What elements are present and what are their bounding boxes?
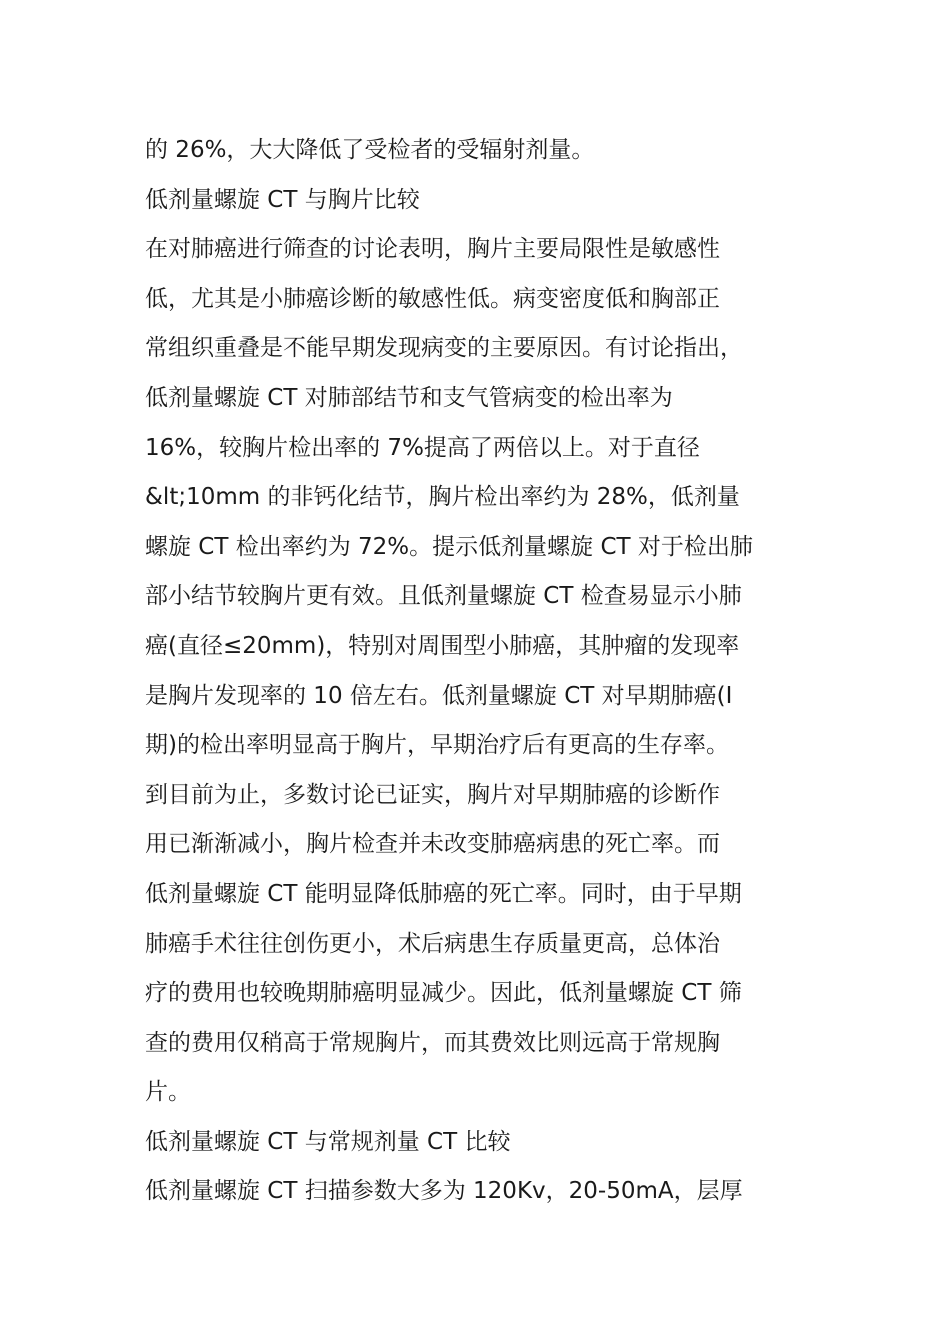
text-line: 低剂量螺旋 CT 对肺部结节和支气管病变的检出率为: [145, 384, 673, 411]
text-line: 低剂量螺旋 CT 扫描参数大多为 120Kv，20-50mA，层厚: [145, 1178, 743, 1205]
text-line: 常组织重叠是不能早期发现病变的主要原因。有讨论指出，: [145, 335, 743, 362]
text-line: 是胸片发现率的 10 倍左右。低剂量螺旋 CT 对早期肺癌(I: [145, 682, 733, 709]
text-line: 部小结节较胸片更有效。且低剂量螺旋 CT 检查易显示小肺: [145, 583, 742, 610]
body-text: [145, 126, 810, 1217]
text-line: 用已渐渐减小，胸片检查并未改变肺癌病患的死亡率。而: [145, 831, 720, 858]
text-line: &lt;10mm 的非钙化结节，胸片检出率约为 28%，低剂量: [145, 484, 740, 511]
text-line: 低，尤其是小肺癌诊断的敏感性低。病变密度低和胸部正: [145, 285, 720, 312]
text-line: 肺癌手术往往创伤更小，术后病患生存质量更高，总体治: [145, 930, 720, 957]
text-line: 螺旋 CT 检出率约为 72%。提示低剂量螺旋 CT 对于检出肺: [145, 533, 753, 560]
text-line: 疗的费用也较晚期肺癌明显减少。因此，低剂量螺旋 CT 筛: [145, 980, 742, 1007]
section-heading: 低剂量螺旋 CT 与常规剂量 CT 比较: [145, 1128, 511, 1155]
text-line: 的 26%，大大降低了受检者的受辐射剂量。: [145, 137, 595, 163]
text-line: 期)的检出率明显高于胸片，早期治疗后有更高的生存率。: [145, 732, 729, 759]
text-line: 16%，较胸片检出率的 7%提高了两倍以上。对于直径: [145, 434, 700, 461]
section-heading: 低剂量螺旋 CT 与胸片比较: [145, 186, 420, 213]
text-line: 在对肺癌进行筛查的讨论表明，胸片主要局限性是敏感性: [145, 236, 720, 263]
text-line: 查的费用仅稍高于常规胸片，而其费效比则远高于常规胸: [145, 1029, 720, 1056]
text-line: 低剂量螺旋 CT 能明显降低肺癌的死亡率。同时，由于早期: [145, 880, 742, 907]
text-line: 癌(直径≤20mm)，特别对周围型小肺癌，其肿瘤的发现率: [145, 632, 740, 659]
text-line: 片。: [145, 1079, 191, 1106]
text-line: 到目前为止，多数讨论已证实，胸片对早期肺癌的诊断作: [145, 781, 720, 808]
